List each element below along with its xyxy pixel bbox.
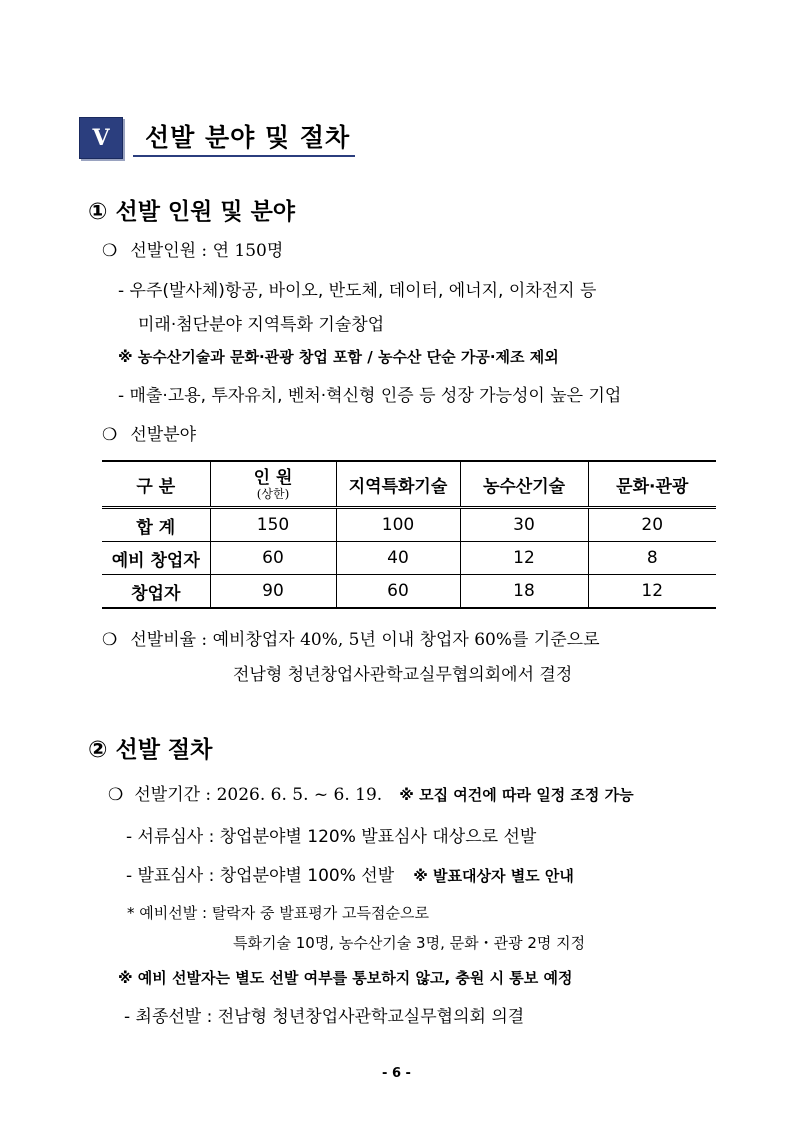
section-number-box: V [79,117,123,159]
document-review-line: - 서류심사 : 창업분야별 120% 발표심사 대상으로 선발 [126,827,537,847]
table-row [102,508,716,542]
item-selection-count [102,236,283,261]
header-agri-tech: 농수산기술 [460,461,588,508]
table-cell: 90 [210,575,336,609]
fields-line2: 미래·첨단분야 지역특화 기술창업 [138,315,385,335]
table-cell: 60 [336,575,460,609]
note-agri-culture: ※ 농수산기술과 문화·관광 창업 포함 / 농수산 단순 가공·제조 제외 [118,348,559,366]
table-cell: 20 [588,508,716,542]
part1-heading: ① 선발 인원 및 분야 [88,199,296,225]
presentation-review-text: - 발표심사 : 창업분야별 100% 선발 [126,866,395,886]
table-cell: 12 [460,542,588,575]
header-regional-tech: 지역특화기술 [336,461,460,508]
header-culture-tourism: 문화·관광 [588,461,716,508]
circle-bullet-icon: ❍ [102,630,118,650]
reserve-selection-line1: * 예비선발 : 탈락자 중 발표평가 고득점순으로 [127,904,429,922]
table-cell: 8 [588,542,716,575]
item-selection-period [108,780,634,805]
selection-period-note: ※ 모집 여건에 따라 일정 조정 가능 [399,786,634,804]
selection-table [102,460,716,609]
table-header-row [102,461,716,508]
table-cell: 100 [336,508,460,542]
item-selection-ratio [102,625,600,650]
section-title: 선발 분야 및 절차 [133,117,355,157]
circle-bullet-icon: ❍ [102,241,118,261]
table-row [102,575,716,609]
row-label: 예비 창업자 [102,542,210,575]
presentation-review-note: ※ 발표대상자 별도 안내 [413,867,574,885]
reserve-note: ※ 예비 선발자는 별도 선발 여부를 통보하지 않고, 충원 시 통보 예정 [118,969,573,987]
row-label: 창업자 [102,575,210,609]
growth-line: - 매출·고용, 투자유치, 벤처·혁신형 인증 등 성장 가능성이 높은 기업 [118,386,622,406]
circle-bullet-icon: ❍ [102,425,118,445]
row-label: 합 계 [102,508,210,542]
item-selection-ratio-line1: 선발비율 : 예비창업자 40%, 5년 이내 창업자 60%를 기준으로 [130,630,600,650]
final-selection-line: - 최종선발 : 전남형 청년창업사관학교실무협의회 의결 [124,1007,525,1027]
table-cell: 60 [210,542,336,575]
selection-period-text: 선발기간 : 2026. 6. 5. ~ 6. 19. [134,785,383,805]
part2-heading: ② 선발 절차 [88,737,213,763]
page-number: - 6 - [382,1066,411,1081]
header-headcount: 인 원 (상한) [210,461,336,508]
table-cell: 30 [460,508,588,542]
presentation-review [126,861,574,886]
item-selection-ratio-line2: 전남형 청년창업사관학교실무협의회에서 결정 [233,665,573,685]
header-category: 구 분 [102,461,210,508]
fields-line1: - 우주(발사체)항공, 바이오, 반도체, 데이터, 에너지, 이차전지 등 [118,281,597,301]
table-row [102,542,716,575]
reserve-selection-line2: 특화기술 10명, 농수산기술 3명, 문화・관광 2명 지정 [233,934,586,952]
item-selection-count-text: 선발인원 : 연 150명 [130,241,284,261]
table-cell: 40 [336,542,460,575]
table-cell: 18 [460,575,588,609]
item-selection-fields [102,420,196,445]
item-selection-fields-text: 선발분야 [130,425,197,445]
table-cell: 150 [210,508,336,542]
circle-bullet-icon: ❍ [108,785,124,805]
table-cell: 12 [588,575,716,609]
